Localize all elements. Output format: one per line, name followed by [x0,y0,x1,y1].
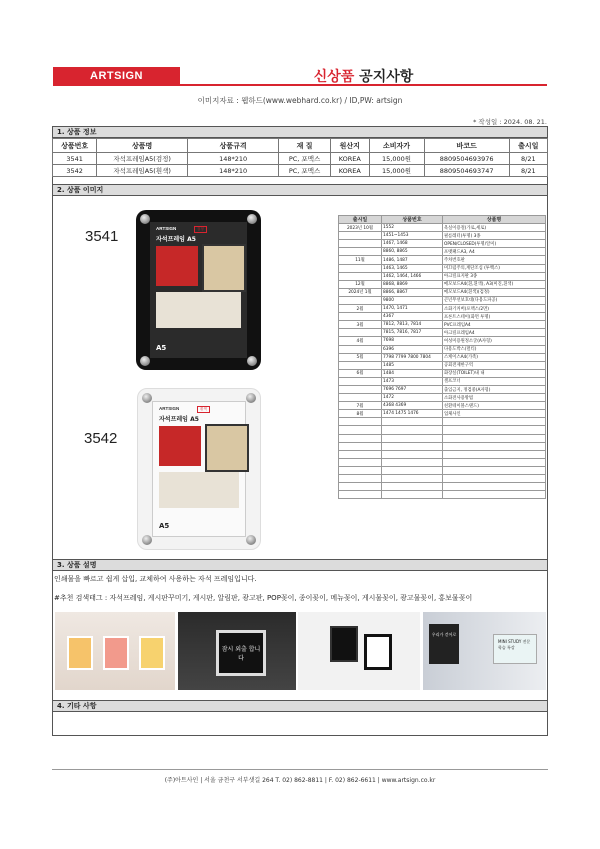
table-cell: 포맷패드A3, A4 [443,248,546,256]
table-cell [382,466,443,474]
title-rest: 공지사항 [359,69,414,85]
usage-photo-office [423,612,546,690]
table-row [339,345,546,353]
table-cell [382,418,443,426]
table-cell: 5월 [339,353,382,361]
table-cell [339,232,382,240]
table-cell: 148*210 [188,165,279,177]
spec-header-cell: 상품명 [97,139,188,153]
table-row [339,410,546,418]
spec-header-cell: 상품규격 [188,139,279,153]
table-row [339,442,546,450]
table-row [339,418,546,426]
magnet-screw-icon [140,356,150,366]
table-cell: 다용도박스(멀티) [443,345,546,353]
poster-usage-grid [159,472,239,508]
table-row [339,353,546,361]
table-cell [382,475,443,483]
history-header-row [339,216,546,224]
poster-size-label: A5 [159,522,170,530]
table-cell: 8809504693747 [424,165,509,177]
table-row [339,337,546,345]
table-cell: 7798 7799 7800 7804 [382,353,443,361]
written-date: * 작성일 : 2024. 08. 21. [473,118,547,126]
section-header-etc: 4. 기타 사항 [52,700,548,712]
usage-photo-wall [55,612,175,690]
table-row [339,240,546,248]
table-cell: 7698 [382,337,443,345]
section-header-product-image: 2. 상품 이미지 [52,184,548,196]
photo-frame-shape [364,634,392,670]
table-cell: 아크릴표지판 3종 [443,272,546,280]
table-cell: 1467, 1468 [382,240,443,248]
table-cell: 1472 [382,394,443,402]
product-poster [150,222,247,358]
table-row [339,272,546,280]
photo-sign-text: 우리가 걷어로 [429,624,459,664]
table-row [339,313,546,321]
table-cell: 1462, 1464, 1466 [382,272,443,280]
table-cell: 15,000원 [369,153,424,165]
table-cell: 8월 [339,410,382,418]
photo-frame-shape [330,626,358,662]
table-row [339,369,546,377]
magnet-screw-icon [247,214,257,224]
product-image-black-frame [136,210,261,370]
table-row [339,458,546,466]
table-cell [443,475,546,483]
history-header-cell: 출시일 [339,216,382,224]
table-row [339,466,546,474]
table-cell [339,466,382,474]
table-cell: 화장실(TOILET)내 내 [443,369,546,377]
table-row [339,483,546,491]
table-cell: 8809504693976 [424,153,509,165]
table-cell: 주차번호판 [443,256,546,264]
table-cell [339,434,382,442]
table-cell: 1552 [382,224,443,232]
logo-text: ARTSIGN [90,70,143,82]
table-cell: 8/21 [509,153,547,165]
table-row [339,329,546,337]
table-cell [339,458,382,466]
table-cell: 셀프코너 [443,377,546,385]
table-cell [443,491,546,499]
table-cell [382,491,443,499]
table-cell [339,442,382,450]
table-cell: 7696 7697 [382,385,443,393]
table-cell: 3541 [53,153,97,165]
table-cell: 소화전사용방법 [443,394,546,402]
table-cell [339,264,382,272]
table-row [339,361,546,369]
table-cell: 12월 [339,280,382,288]
table-cell: 7월 [339,402,382,410]
table-cell: 곤년무선보호대(다용도파공) [443,296,546,304]
table-row [339,491,546,499]
table-cell: 1486, 1487 [382,256,443,264]
table-cell: 자석프레임A5(검정) [97,153,188,165]
table-cell: 업체사인 [443,410,546,418]
photo-frame-shape [103,636,129,670]
footer-divider [52,769,548,770]
table-cell [339,450,382,458]
table-row [339,450,546,458]
table-row [339,377,546,385]
poster-title: 자석프레임 A5 [156,236,196,243]
table-cell [382,458,443,466]
table-row [339,264,546,272]
poster-size-label: A5 [156,344,167,352]
product-image-white-frame [137,388,261,550]
table-cell [443,426,546,434]
table-cell: 3542 [53,165,97,177]
magnet-screw-icon [142,393,152,403]
table-cell [339,329,382,337]
table-cell [339,377,382,385]
table-cell: 스케이스A4(가족) [443,353,546,361]
table-row [339,434,546,442]
spec-header-cell: 상품번호 [53,139,97,153]
table-row [53,153,548,165]
table-cell [443,442,546,450]
magnet-screw-icon [246,535,256,545]
table-row [339,256,546,264]
usage-photo-display [298,612,420,690]
poster-frame-photo [202,244,246,292]
table-cell: 11월 [339,256,382,264]
table-cell [339,475,382,483]
title-highlight: 신상품 [313,69,355,85]
table-cell: 2024년 1월 [339,288,382,296]
table-row [339,232,546,240]
table-row [339,288,546,296]
poster-red-graphic [156,246,198,286]
table-cell [339,394,382,402]
table-cell: 7812, 7813, 7814 [382,321,443,329]
table-cell: 6396 [382,345,443,353]
table-row [339,394,546,402]
table-cell: 공회전제한구역 [443,361,546,369]
table-cell [382,442,443,450]
table-row [53,165,548,177]
table-cell [443,450,546,458]
table-cell [382,483,443,491]
image-source-info: 이미지자료 : 웹하드(www.webhard.co.kr) / ID,PW: artsign [197,96,403,105]
poster-brand: ARTSIGN [159,406,180,411]
spec-table [52,138,548,177]
table-row [339,248,546,256]
table-cell [339,240,382,248]
table-cell: 메모보드A4(흰색)(검정) [443,288,546,296]
table-cell: PC, 포맥스 [279,153,331,165]
table-row [339,475,546,483]
table-cell [339,385,382,393]
table-cell [339,491,382,499]
table-cell: 8/21 [509,165,547,177]
magnet-screw-icon [247,356,257,366]
table-row [339,402,546,410]
poster-color-badge: 검정 [194,226,207,233]
table-row [339,305,546,313]
table-row [339,385,546,393]
spec-header-cell: 바코드 [424,139,509,153]
product-poster [152,401,246,537]
poster-red-graphic [159,426,201,466]
table-cell: 15,000원 [369,165,424,177]
table-cell: 자석프레임A5(흰색) [97,165,188,177]
table-cell [382,426,443,434]
section-header-product-info: 1. 상품 정보 [52,126,548,138]
history-header-cell: 상품번호 [382,216,443,224]
table-cell: 친환테이블스탠드) [443,402,546,410]
table-cell [339,272,382,280]
table-cell [443,483,546,491]
table-cell: 148*210 [188,153,279,165]
table-cell [339,426,382,434]
table-cell: KOREA [330,153,369,165]
spec-header-cell: 재 질 [279,139,331,153]
table-cell [382,450,443,458]
product-number-3541: 3541 [85,228,119,245]
table-cell: 1473 [382,377,443,385]
poster-frame-photo [205,424,249,472]
product-description: 인쇄물을 빠르고 쉽게 삽입, 교체하여 사용하는 자석 프레임입니다. [54,575,257,583]
table-cell: 1463, 1465 [382,264,443,272]
table-cell [339,248,382,256]
spec-header-cell: 출시일 [509,139,547,153]
table-row [339,280,546,288]
table-cell: 4367 [382,313,443,321]
photo-frame-shape [139,636,165,670]
table-cell [382,434,443,442]
photo-frame-shape [67,636,93,670]
footer-contact: (주)아트사인 | 서울 금천구 서부샛길 264 T. 02) 862-8811 | F. 02) 862-6611 | www.artsign.co.kr [164,777,436,784]
spec-header-cell: 원산지 [330,139,369,153]
usage-photo-door [178,612,296,690]
table-cell: 2월 [339,305,382,313]
table-row [339,296,546,304]
table-cell: 1485 [382,361,443,369]
table-cell: 프론트스테이(화면 투명) [443,313,546,321]
table-cell [339,296,382,304]
table-row [339,224,546,232]
table-cell: 메모보드A4(흰,흰색), A3(미진,흰색) [443,280,546,288]
table-cell: 1470, 1471 [382,305,443,313]
table-cell [443,418,546,426]
table-row [339,426,546,434]
photo-sign-text: 잠시 외출 합니다 [216,630,266,676]
table-cell: 1474 1475 1476 [382,410,443,418]
photo-sign-text: MINI STUDY 전문 학습 특강 [493,634,537,664]
section-header-description: 3. 상품 설명 [52,559,548,571]
poster-color-badge: 흰색 [197,406,210,413]
poster-usage-grid [156,292,241,328]
table-cell [339,483,382,491]
table-cell: 8866, 8867 [382,288,443,296]
search-tags: #추천 검색태그 : 자석프레임, 게시판꾸미기, 게시판, 알림판, 광고판, POP꽂이, 종이꽂이, 메뉴꽂이, 게시물꽂이, 광고물꽂이, 홍보물꽂이 [54,594,473,602]
table-cell: 4368 4369 [382,402,443,410]
table-cell [443,466,546,474]
product-number-3542: 3542 [84,430,118,447]
table-cell: 출입금지, 정검중(A자형) [443,385,546,393]
table-cell: 8868, 8869 [382,280,443,288]
artsign-logo [53,67,180,85]
table-row [339,321,546,329]
table-cell: 미끄럼주의,계단조심 (투백스) [443,264,546,272]
spec-header-cell: 소비자가 [369,139,424,153]
table-cell [339,418,382,426]
magnet-screw-icon [140,214,150,224]
spec-header-row [53,139,548,153]
history-header-cell: 상품명 [443,216,546,224]
table-cell: 9800 [382,296,443,304]
table-cell: 여성미용원정소굴(A자형) [443,337,546,345]
table-cell: 필름레터(투명) 3종 [443,232,546,240]
table-cell: KOREA [330,165,369,177]
table-cell: 6월 [339,369,382,377]
table-cell: 아크릴프레임A4 [443,329,546,337]
table-cell: 3월 [339,321,382,329]
poster-brand: ARTSIGN [156,226,177,231]
table-cell [443,458,546,466]
table-cell [443,434,546,442]
page-title [180,66,547,86]
magnet-screw-icon [142,535,152,545]
table-cell: 소화기커버(포맥스/2면) [443,305,546,313]
table-cell: 4월 [339,337,382,345]
table-cell: 7815, 7816, 7817 [382,329,443,337]
table-cell: OPEN/CLOSED(투명/알미) [443,240,546,248]
table-cell: 1451~1453 [382,232,443,240]
magnet-screw-icon [246,393,256,403]
table-cell [339,313,382,321]
table-cell: 8860, 8865 [382,248,443,256]
table-cell [339,361,382,369]
table-cell: PC, 포맥스 [279,165,331,177]
table-cell: 2023년 10월 [339,224,382,232]
table-cell: 1484 [382,369,443,377]
release-history-table [338,215,546,499]
table-cell: PVC프레임A4 [443,321,546,329]
table-cell [339,345,382,353]
table-cell: 욕실이용절(가로,세로) [443,224,546,232]
poster-title: 자석프레임 A5 [159,416,199,423]
